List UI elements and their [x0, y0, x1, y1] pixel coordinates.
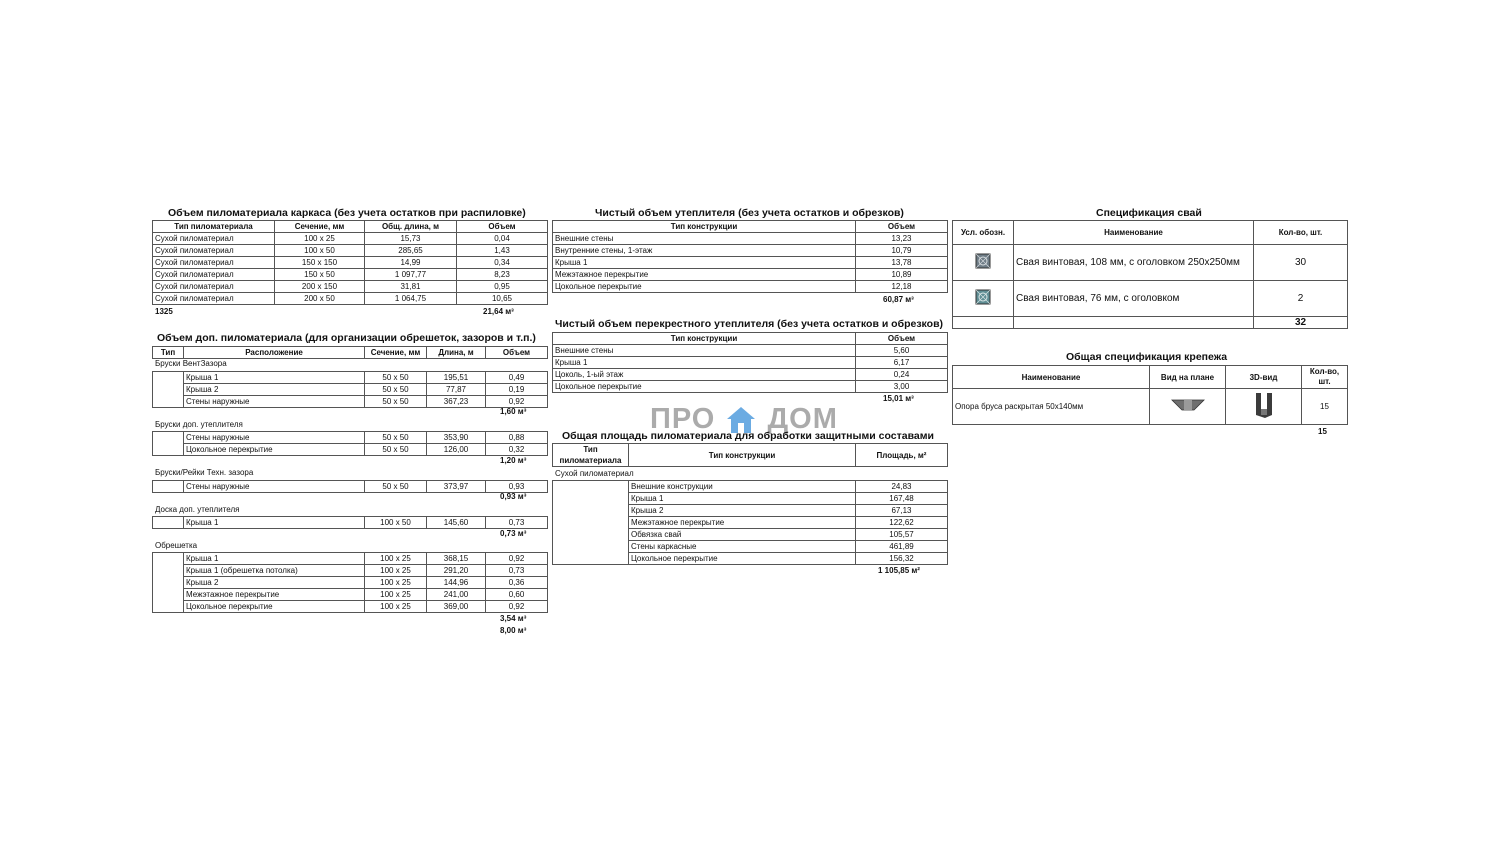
table-row: Цоколь, 1-ый этаж 0,24 [553, 369, 948, 381]
table-row: Свая винтовая, 108 мм, с оголовком 250х250мм 30 [953, 245, 1348, 281]
col-header: Тип конструкции [629, 444, 856, 467]
group-total: 1,20 м³ [500, 456, 527, 465]
table-row: Сухой пиломатериал 200 x 150 31,81 0,95 [153, 281, 548, 293]
group-label: Бруски ВентЗазора [155, 359, 227, 368]
table-row: Стены наружные 50 x 50 367,23 0,92 [153, 396, 548, 408]
table-row: Сухой пиломатериал 150 x 150 14,99 0,34 [153, 257, 548, 269]
col-header: Объем [457, 221, 548, 233]
table-row: Крыша 1 100 x 50 145,60 0,73 [153, 517, 548, 529]
group-label: Доска доп. утеплителя [155, 505, 240, 514]
insulation-table [552, 220, 948, 293]
table-row: Межэтажное перекрытие 100 x 25 241,00 0,60 [153, 589, 548, 601]
t1-total: 21,64 м³ [483, 307, 514, 316]
table-row: Крыша 1 100 x 25 368,15 0,92 [153, 553, 548, 565]
table-row: Внутренние стены, 1-этаж 10,79 [553, 245, 948, 257]
table-row: Цокольное перекрытие 156,32 [553, 553, 948, 565]
group-table [152, 552, 548, 613]
table-row: Крыша 2 100 x 25 144,96 0,36 [153, 577, 548, 589]
table-row: Крыша 1 50 x 50 195,51 0,49 [153, 372, 548, 384]
col-header: Объем [856, 333, 948, 345]
table-row: Стены наружные 50 x 50 373,97 0,93 [153, 481, 548, 493]
table-row: Сухой пиломатериал 200 x 50 1 064,75 10,65 [153, 293, 548, 305]
watermark-left: ПРО [650, 403, 716, 435]
t2-title: Объем доп. пиломатериала (для организации обрешеток, зазоров и т.п.) [157, 332, 536, 344]
col-header: Тип [153, 347, 184, 359]
t6-title: Спецификация свай [1096, 207, 1202, 219]
t7-total: 15 [1318, 427, 1327, 436]
table-row: Внешние стены 5,60 [553, 345, 948, 357]
table-row: Внешние стены 13,23 [553, 233, 948, 245]
col-header: Тип конструкции [553, 221, 856, 233]
col-header: Тип пиломатериала [153, 221, 275, 233]
table-row: Сухой пиломатериал 100 x 25 15,73 0,04 [153, 233, 548, 245]
table-row: Стены наружные 50 x 50 353,90 0,88 [153, 432, 548, 444]
group-table [152, 371, 548, 408]
table-row: Цокольное перекрытие 12,18 [553, 281, 948, 293]
table-row: Крыша 2 50 x 50 77,87 0,19 [153, 384, 548, 396]
t4-total: 15,01 м³ [883, 394, 914, 403]
col-header: Тип пиломатериала [553, 444, 629, 467]
col-header: Площадь, м² [856, 444, 948, 467]
table-row: Межэтажное перекрытие 122,62 [553, 517, 948, 529]
col-header: Наименование [1014, 221, 1254, 245]
col-header: Сечение, мм [365, 347, 427, 359]
col-header: Тип конструкции [553, 333, 856, 345]
group-label: Бруски/Рейки Техн. зазора [155, 468, 254, 477]
t3-total: 60,87 м³ [883, 295, 914, 304]
table-row: Крыша 1 13,78 [553, 257, 948, 269]
col-header: Наименование [953, 366, 1150, 389]
t5-total: 1 105,85 м² [878, 566, 920, 575]
table-row: Межэтажное перекрытие 10,89 [553, 269, 948, 281]
col-header: Общ. длина, м [365, 221, 457, 233]
table-row: Стены каркасные 461,89 [553, 541, 948, 553]
t1-title: Объем пиломатериала каркаса (без учета остатков при распиловке) [168, 207, 526, 219]
t7-title: Общая спецификация крепежа [1066, 351, 1228, 363]
table-row: Свая винтовая, 76 мм, с оголовком 2 [953, 281, 1348, 317]
group-table [152, 480, 548, 493]
table-row: Обвязка свай 105,57 [553, 529, 948, 541]
group-total: 3,54 м³ [500, 614, 527, 623]
cross-insulation-table [552, 332, 948, 393]
group-total: 1,60 м³ [500, 407, 527, 416]
pile-symbol-icon [975, 289, 991, 305]
table-row: Крыша 1 (обрешетка потолка) 100 x 25 291,20 0,73 [153, 565, 548, 577]
group-table [152, 516, 548, 529]
table-row: Цокольное перекрытие 100 x 25 369,00 0,92 [153, 601, 548, 613]
col-header: 3D-вид [1226, 366, 1302, 389]
col-header: Кол-во, шт. [1302, 366, 1348, 389]
table-row: Цокольное перекрытие 50 x 50 126,00 0,32 [153, 444, 548, 456]
treatment-rows [552, 480, 948, 565]
table-row: Сухой пиломатериал 100 x 50 285,65 1,43 [153, 245, 548, 257]
col-header: Вид на плане [1150, 366, 1226, 389]
group-table [152, 431, 548, 456]
t1-count: 1325 [155, 307, 173, 316]
table-row: Крыша 1 6,17 [553, 357, 948, 369]
t4-title: Чистый объем перекрестного утеплителя (без учета остатков и обрезков) [555, 318, 944, 330]
table-row: Сухой пиломатериал 150 x 50 1 097,77 8,23 [153, 269, 548, 281]
col-header: Расположение [184, 347, 365, 359]
table-row: Внешние конструкции 24,83 [553, 481, 948, 493]
fasteners-table [952, 365, 1348, 425]
group-label: Бруски доп. утеплителя [155, 420, 243, 429]
grand-total: 8,00 м³ [500, 626, 527, 635]
t5-title: Общая площадь пиломатериала для обработки защитными составами [562, 430, 934, 442]
col-header: Усл. обозн. [953, 221, 1014, 245]
bracket-3d-icon [1253, 391, 1275, 419]
col-header: Объем [486, 347, 548, 359]
group-label: Обрешетка [155, 541, 198, 550]
group-total: 0,93 м³ [500, 492, 527, 501]
table-row: Опора бруса раскрытая 50х140мм 15 [953, 389, 1348, 425]
group-label: Сухой пиломатериал [555, 469, 634, 478]
table-row: Цокольное перекрытие 3,00 [553, 381, 948, 393]
extra-lumber-header [152, 346, 548, 359]
col-header: Длина, м [427, 347, 486, 359]
group-total: 0,73 м³ [500, 529, 527, 538]
col-header: Кол-во, шт. [1254, 221, 1348, 245]
col-header: Объем [856, 221, 948, 233]
col-header: Сечение, мм [275, 221, 365, 233]
watermark-right: ДОМ [767, 403, 838, 435]
table-row: Крыша 1 167,48 [553, 493, 948, 505]
bracket-plan-icon [1171, 398, 1205, 412]
piles-total: 32 [1254, 317, 1348, 329]
table-row: Крыша 2 67,13 [553, 505, 948, 517]
treatment-area-table [552, 443, 948, 467]
t3-title: Чистый объем утеплителя (без учета остатков и обрезков) [595, 207, 904, 219]
piles-table [952, 220, 1348, 329]
lumber-frame-table [152, 220, 548, 305]
pile-symbol-icon [975, 253, 991, 269]
